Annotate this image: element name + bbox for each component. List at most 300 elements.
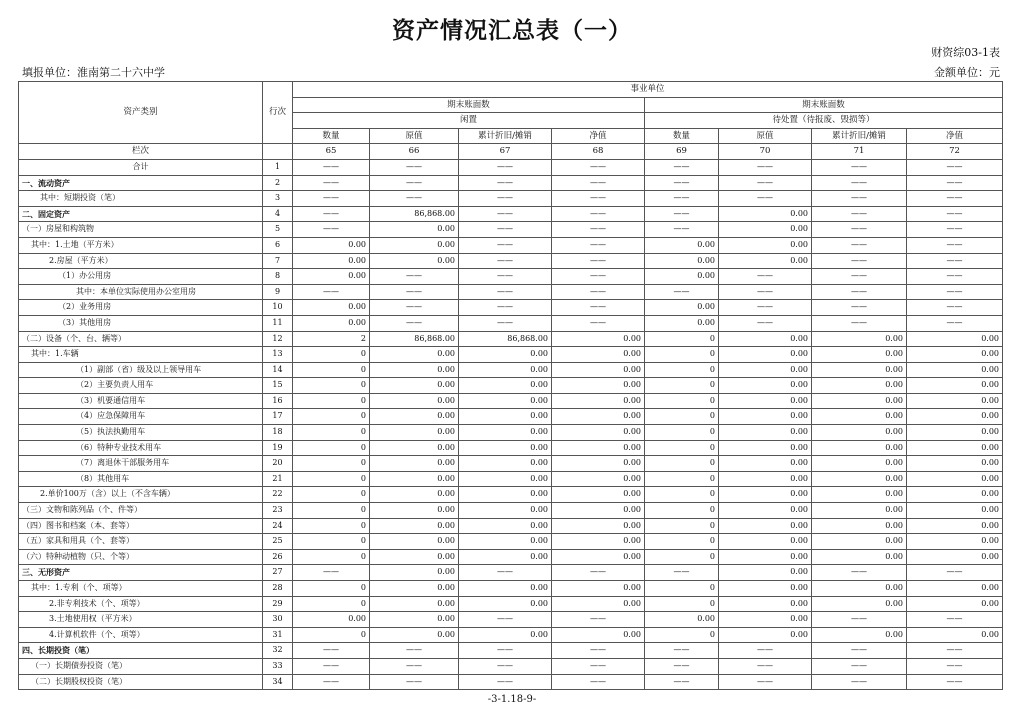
cell-col-1: 2 <box>293 331 370 347</box>
cell-col-5: 0 <box>645 425 719 441</box>
cell-col-8: 0.00 <box>907 627 1003 643</box>
row-label: 其中：1.土地（平方米） <box>19 237 263 253</box>
cell-col-2: 0.00 <box>370 222 459 238</box>
table-row <box>19 565 1003 581</box>
cell-col-6: —— <box>719 300 812 316</box>
cell-col-3: —— <box>459 222 552 238</box>
cell-col-3: —— <box>459 269 552 285</box>
cell-col-2: 0.00 <box>370 425 459 441</box>
cell-col-7: 0.00 <box>812 471 907 487</box>
cell-col-4: —— <box>552 643 645 659</box>
cell-col-6: 0.00 <box>719 347 812 363</box>
row-label: 其中：短期投资（笔） <box>19 191 263 207</box>
cell-col-4: —— <box>552 284 645 300</box>
cell-col-5: —— <box>645 175 719 191</box>
cell-col-4: 0.00 <box>552 347 645 363</box>
cell-col-7: —— <box>812 300 907 316</box>
cell-col-7: 0.00 <box>812 596 907 612</box>
form-code: 财资综03-1表 <box>931 46 1000 59</box>
cell-col-1: —— <box>293 175 370 191</box>
cell-col-4: 0.00 <box>552 471 645 487</box>
cell-col-8: 0.00 <box>907 487 1003 503</box>
cell-col-3: 0.00 <box>459 503 552 519</box>
cell-col-6: 0.00 <box>719 331 812 347</box>
table-row <box>19 456 1003 472</box>
cell-col-1: 0.00 <box>293 300 370 316</box>
cell-col-7: —— <box>812 612 907 628</box>
cell-col-1: 0.00 <box>293 269 370 285</box>
cell-col-7: —— <box>812 159 907 175</box>
cell-col-5: 0 <box>645 534 719 550</box>
cell-col-1: —— <box>293 159 370 175</box>
table-row <box>19 549 1003 565</box>
cell-col-8: —— <box>907 674 1003 690</box>
cell-col-8: —— <box>907 237 1003 253</box>
cell-col-6: 0.00 <box>719 503 812 519</box>
cell-col-7: 0.00 <box>812 425 907 441</box>
cell-col-5: 0 <box>645 409 719 425</box>
cell-col-8: 0.00 <box>907 378 1003 394</box>
cell-col-3: —— <box>459 674 552 690</box>
cell-col-8: 0.00 <box>907 471 1003 487</box>
cell-col-5: 0 <box>645 471 719 487</box>
cell-col-8: 0.00 <box>907 549 1003 565</box>
row-line-no: 9 <box>263 284 293 300</box>
column-label: 栏次 <box>19 144 263 160</box>
cell-col-4: 0.00 <box>552 581 645 597</box>
row-label: 2.单价100万（含）以上（不含车辆） <box>19 487 263 503</box>
col-number-3: 67 <box>459 144 552 160</box>
cell-col-3: —— <box>459 253 552 269</box>
row-label: 二、固定资产 <box>19 206 263 222</box>
cell-col-6: —— <box>719 674 812 690</box>
cell-col-8: —— <box>907 643 1003 659</box>
row-label: 其中：1.专利（个、项等） <box>19 581 263 597</box>
cell-col-7: 0.00 <box>812 534 907 550</box>
table-row <box>19 674 1003 690</box>
cell-col-3: 0.00 <box>459 581 552 597</box>
cell-col-7: 0.00 <box>812 393 907 409</box>
cell-col-8: 0.00 <box>907 518 1003 534</box>
cell-col-2: 0.00 <box>370 518 459 534</box>
cell-col-3: 0.00 <box>459 362 552 378</box>
row-line-no: 32 <box>263 643 293 659</box>
col-header-5: 数量 <box>645 128 719 144</box>
row-label: （2）主要负责人用车 <box>19 378 263 394</box>
cell-col-7: —— <box>812 175 907 191</box>
cell-col-8: —— <box>907 658 1003 674</box>
cell-col-8: 0.00 <box>907 409 1003 425</box>
asset-category-header: 资产类别 <box>19 82 263 144</box>
cell-col-4: 0.00 <box>552 331 645 347</box>
cell-col-5: —— <box>645 658 719 674</box>
col-header-2: 原值 <box>370 128 459 144</box>
cell-col-5: 0 <box>645 581 719 597</box>
cell-col-7: 0.00 <box>812 503 907 519</box>
cell-col-1: 0.00 <box>293 253 370 269</box>
cell-col-2: —— <box>370 191 459 207</box>
cell-col-7: 0.00 <box>812 627 907 643</box>
cell-col-7: —— <box>812 674 907 690</box>
col-header-7: 累计折旧/摊销 <box>812 128 907 144</box>
row-line-no: 3 <box>263 191 293 207</box>
row-line-no: 5 <box>263 222 293 238</box>
row-line-no: 11 <box>263 315 293 331</box>
row-line-no: 23 <box>263 503 293 519</box>
cell-col-1: —— <box>293 565 370 581</box>
cell-col-5: 0 <box>645 487 719 503</box>
row-line-no: 19 <box>263 440 293 456</box>
cell-col-6: 0.00 <box>719 471 812 487</box>
cell-col-1: 0 <box>293 487 370 503</box>
table-row <box>19 409 1003 425</box>
cell-col-7: 0.00 <box>812 518 907 534</box>
cell-col-2: 0.00 <box>370 565 459 581</box>
cell-col-1: 0 <box>293 362 370 378</box>
cell-col-1: 0 <box>293 409 370 425</box>
cell-col-3: —— <box>459 206 552 222</box>
cell-col-4: 0.00 <box>552 378 645 394</box>
cell-col-8: 0.00 <box>907 425 1003 441</box>
table-row <box>19 440 1003 456</box>
cell-col-7: 0.00 <box>812 549 907 565</box>
row-line-no: 10 <box>263 300 293 316</box>
cell-col-6: 0.00 <box>719 393 812 409</box>
cell-col-5: 0 <box>645 456 719 472</box>
row-label: （五）家具和用具（个、套等） <box>19 534 263 550</box>
cell-col-8: —— <box>907 206 1003 222</box>
cell-col-4: 0.00 <box>552 487 645 503</box>
cell-col-2: 0.00 <box>370 362 459 378</box>
cell-col-6: 0.00 <box>719 581 812 597</box>
row-line-no: 17 <box>263 409 293 425</box>
reporting-unit: 填报单位：淮南第二十六中学 <box>22 66 165 79</box>
cell-col-4: 0.00 <box>552 440 645 456</box>
col-header-1: 数量 <box>293 128 370 144</box>
table-row <box>19 596 1003 612</box>
cell-col-5: —— <box>645 159 719 175</box>
cell-col-5: —— <box>645 284 719 300</box>
cell-col-2: 0.00 <box>370 409 459 425</box>
cell-col-6: 0.00 <box>719 409 812 425</box>
col-header-8: 净值 <box>907 128 1003 144</box>
cell-col-3: —— <box>459 643 552 659</box>
cell-col-5: 0 <box>645 331 719 347</box>
row-label: （4）应急保障用车 <box>19 409 263 425</box>
cell-col-6: 0.00 <box>719 362 812 378</box>
row-label: 三、无形资产 <box>19 565 263 581</box>
page-footer: -3-1.18-9- <box>487 694 537 705</box>
cell-col-4: —— <box>552 674 645 690</box>
cell-col-5: 0 <box>645 549 719 565</box>
cell-col-4: 0.00 <box>552 362 645 378</box>
cell-col-5: 0 <box>645 393 719 409</box>
cell-col-2: 86,868.00 <box>370 206 459 222</box>
cell-col-5: 0 <box>645 347 719 363</box>
cell-col-5: 0 <box>645 518 719 534</box>
row-line-no: 27 <box>263 565 293 581</box>
cell-col-6: —— <box>719 284 812 300</box>
cell-col-3: 0.00 <box>459 378 552 394</box>
table-row <box>19 284 1003 300</box>
cell-col-3: —— <box>459 565 552 581</box>
cell-col-8: —— <box>907 612 1003 628</box>
row-line-no: 8 <box>263 269 293 285</box>
cell-col-2: 0.00 <box>370 612 459 628</box>
cell-col-2: 0.00 <box>370 347 459 363</box>
table-row <box>19 627 1003 643</box>
money-unit: 金额单位：元 <box>934 66 1000 79</box>
cell-col-6: 0.00 <box>719 487 812 503</box>
row-line-no: 28 <box>263 581 293 597</box>
cell-col-6: 0.00 <box>719 534 812 550</box>
cell-col-4: —— <box>552 159 645 175</box>
cell-col-2: 0.00 <box>370 393 459 409</box>
cell-col-5: —— <box>645 191 719 207</box>
cell-col-2: 0.00 <box>370 440 459 456</box>
cell-col-7: —— <box>812 658 907 674</box>
cell-col-6: 0.00 <box>719 596 812 612</box>
cell-col-4: —— <box>552 269 645 285</box>
cell-col-5: 0 <box>645 378 719 394</box>
cell-col-1: —— <box>293 222 370 238</box>
cell-col-4: —— <box>552 300 645 316</box>
row-label: 合计 <box>19 159 263 175</box>
cell-col-3: 0.00 <box>459 534 552 550</box>
row-label: 4.计算机软件（个、项等） <box>19 627 263 643</box>
row-label: （四）图书和档案（本、套等） <box>19 518 263 534</box>
cell-col-3: 0.00 <box>459 425 552 441</box>
row-line-no: 20 <box>263 456 293 472</box>
table-row <box>19 206 1003 222</box>
cell-col-1: 0.00 <box>293 237 370 253</box>
cell-col-7: —— <box>812 284 907 300</box>
row-line-no: 18 <box>263 425 293 441</box>
cell-col-4: 0.00 <box>552 627 645 643</box>
cell-col-2: —— <box>370 284 459 300</box>
cell-col-1: 0 <box>293 471 370 487</box>
cell-col-3: 0.00 <box>459 596 552 612</box>
cell-col-7: —— <box>812 269 907 285</box>
cell-col-7: 0.00 <box>812 362 907 378</box>
cell-col-1: 0 <box>293 378 370 394</box>
cell-col-6: —— <box>719 315 812 331</box>
row-label: 其中：本单位实际使用办公室用房 <box>19 284 263 300</box>
cell-col-7: 0.00 <box>812 378 907 394</box>
row-label: 2.非专利技术（个、项等） <box>19 596 263 612</box>
cell-col-6: —— <box>719 269 812 285</box>
table-row <box>19 393 1003 409</box>
table-row <box>19 362 1003 378</box>
cell-col-4: 0.00 <box>552 534 645 550</box>
table-row <box>19 315 1003 331</box>
cell-col-8: 0.00 <box>907 440 1003 456</box>
cell-col-5: 0.00 <box>645 300 719 316</box>
cell-col-5: 0 <box>645 503 719 519</box>
cell-col-5: 0.00 <box>645 269 719 285</box>
cell-col-4: —— <box>552 315 645 331</box>
unit-type-header: 事业单位 <box>293 82 1003 98</box>
row-label: （2）业务用房 <box>19 300 263 316</box>
cell-col-7: 0.00 <box>812 409 907 425</box>
row-line-no: 31 <box>263 627 293 643</box>
cell-col-7: —— <box>812 315 907 331</box>
cell-col-6: —— <box>719 159 812 175</box>
cell-col-7: 0.00 <box>812 347 907 363</box>
cell-col-6: 0.00 <box>719 565 812 581</box>
row-label: 一、流动资产 <box>19 175 263 191</box>
cell-col-1: 0.00 <box>293 612 370 628</box>
cell-col-6: —— <box>719 175 812 191</box>
col-number-4: 68 <box>552 144 645 160</box>
row-label: （三）文物和陈列品（个、件等） <box>19 503 263 519</box>
cell-col-1: 0 <box>293 518 370 534</box>
asset-summary-table <box>18 81 1003 690</box>
cell-col-4: 0.00 <box>552 549 645 565</box>
cell-col-4: 0.00 <box>552 456 645 472</box>
row-line-no: 13 <box>263 347 293 363</box>
col-header-4: 净值 <box>552 128 645 144</box>
row-line-no: 15 <box>263 378 293 394</box>
period-end-header-1: 期末账面数 <box>293 97 645 113</box>
cell-col-7: 0.00 <box>812 581 907 597</box>
cell-col-1: —— <box>293 284 370 300</box>
cell-col-4: 0.00 <box>552 596 645 612</box>
cell-col-6: 0.00 <box>719 549 812 565</box>
cell-col-3: —— <box>459 300 552 316</box>
table-row <box>19 347 1003 363</box>
cell-col-7: —— <box>812 237 907 253</box>
cell-col-1: —— <box>293 643 370 659</box>
col-number-8: 72 <box>907 144 1003 160</box>
cell-col-8: —— <box>907 253 1003 269</box>
cell-col-2: 0.00 <box>370 471 459 487</box>
row-label: （3）其他用房 <box>19 315 263 331</box>
table-row <box>19 503 1003 519</box>
cell-col-3: 0.00 <box>459 347 552 363</box>
row-line-no: 6 <box>263 237 293 253</box>
row-line-no: 21 <box>263 471 293 487</box>
cell-col-3: 0.00 <box>459 627 552 643</box>
cell-col-2: 0.00 <box>370 378 459 394</box>
col-number-6: 70 <box>719 144 812 160</box>
cell-col-6: 0.00 <box>719 237 812 253</box>
row-label: （8）其他用车 <box>19 471 263 487</box>
cell-col-1: 0 <box>293 534 370 550</box>
cell-col-2: 0.00 <box>370 549 459 565</box>
line-no-header: 行次 <box>263 82 293 144</box>
cell-col-6: 0.00 <box>719 206 812 222</box>
cell-col-3: —— <box>459 175 552 191</box>
cell-col-5: 0.00 <box>645 237 719 253</box>
cell-col-4: —— <box>552 237 645 253</box>
cell-col-3: —— <box>459 159 552 175</box>
cell-col-7: —— <box>812 565 907 581</box>
cell-col-5: 0.00 <box>645 253 719 269</box>
cell-col-5: 0 <box>645 440 719 456</box>
cell-col-1: 0 <box>293 440 370 456</box>
cell-col-3: 0.00 <box>459 456 552 472</box>
cell-col-4: —— <box>552 222 645 238</box>
row-label: （二）设备（个、台、辆等） <box>19 331 263 347</box>
cell-col-2: 0.00 <box>370 487 459 503</box>
cell-col-4: —— <box>552 565 645 581</box>
cell-col-6: 0.00 <box>719 440 812 456</box>
cell-col-7: —— <box>812 191 907 207</box>
cell-col-3: 0.00 <box>459 409 552 425</box>
table-row <box>19 471 1003 487</box>
cell-col-5: —— <box>645 674 719 690</box>
cell-col-5: —— <box>645 222 719 238</box>
row-label: （3）机要通信用车 <box>19 393 263 409</box>
cell-col-4: 0.00 <box>552 425 645 441</box>
column-label-blank <box>263 144 293 160</box>
table-row <box>19 487 1003 503</box>
cell-col-7: —— <box>812 222 907 238</box>
cell-col-7: 0.00 <box>812 331 907 347</box>
cell-col-1: 0 <box>293 393 370 409</box>
cell-col-2: 0.00 <box>370 581 459 597</box>
cell-col-8: 0.00 <box>907 331 1003 347</box>
cell-col-1: 0 <box>293 347 370 363</box>
cell-col-8: 0.00 <box>907 393 1003 409</box>
cell-col-7: —— <box>812 253 907 269</box>
pending-header: 待处置（待报废、毁损等） <box>645 113 1003 129</box>
row-label: （1）副部（省）级及以上领导用车 <box>19 362 263 378</box>
row-label: 2.房屋（平方米） <box>19 253 263 269</box>
row-line-no: 7 <box>263 253 293 269</box>
col-number-7: 71 <box>812 144 907 160</box>
cell-col-1: 0 <box>293 596 370 612</box>
row-label: （六）特种动植物（只、个等） <box>19 549 263 565</box>
cell-col-8: —— <box>907 159 1003 175</box>
cell-col-2: —— <box>370 300 459 316</box>
cell-col-2: 0.00 <box>370 503 459 519</box>
cell-col-2: 0.00 <box>370 253 459 269</box>
cell-col-8: —— <box>907 284 1003 300</box>
cell-col-1: 0 <box>293 549 370 565</box>
cell-col-3: 0.00 <box>459 487 552 503</box>
cell-col-6: 0.00 <box>719 456 812 472</box>
row-line-no: 34 <box>263 674 293 690</box>
cell-col-3: 0.00 <box>459 518 552 534</box>
row-label: （二）长期股权投资（笔） <box>19 674 263 690</box>
row-label: （6）特种专业技术用车 <box>19 440 263 456</box>
cell-col-5: 0.00 <box>645 612 719 628</box>
table-row <box>19 534 1003 550</box>
cell-col-2: 0.00 <box>370 237 459 253</box>
cell-col-7: 0.00 <box>812 456 907 472</box>
cell-col-8: 0.00 <box>907 456 1003 472</box>
period-end-header-2: 期末账面数 <box>645 97 1003 113</box>
table-row <box>19 237 1003 253</box>
idle-header: 闲置 <box>293 113 645 129</box>
cell-col-2: 0.00 <box>370 534 459 550</box>
cell-col-2: —— <box>370 658 459 674</box>
table-row <box>19 222 1003 238</box>
table-row <box>19 518 1003 534</box>
cell-col-8: 0.00 <box>907 503 1003 519</box>
cell-col-3: —— <box>459 612 552 628</box>
cell-col-2: —— <box>370 175 459 191</box>
cell-col-8: —— <box>907 315 1003 331</box>
cell-col-2: —— <box>370 674 459 690</box>
cell-col-1: 0.00 <box>293 315 370 331</box>
cell-col-2: 86,868.00 <box>370 331 459 347</box>
cell-col-6: —— <box>719 643 812 659</box>
cell-col-4: 0.00 <box>552 518 645 534</box>
cell-col-4: 0.00 <box>552 503 645 519</box>
